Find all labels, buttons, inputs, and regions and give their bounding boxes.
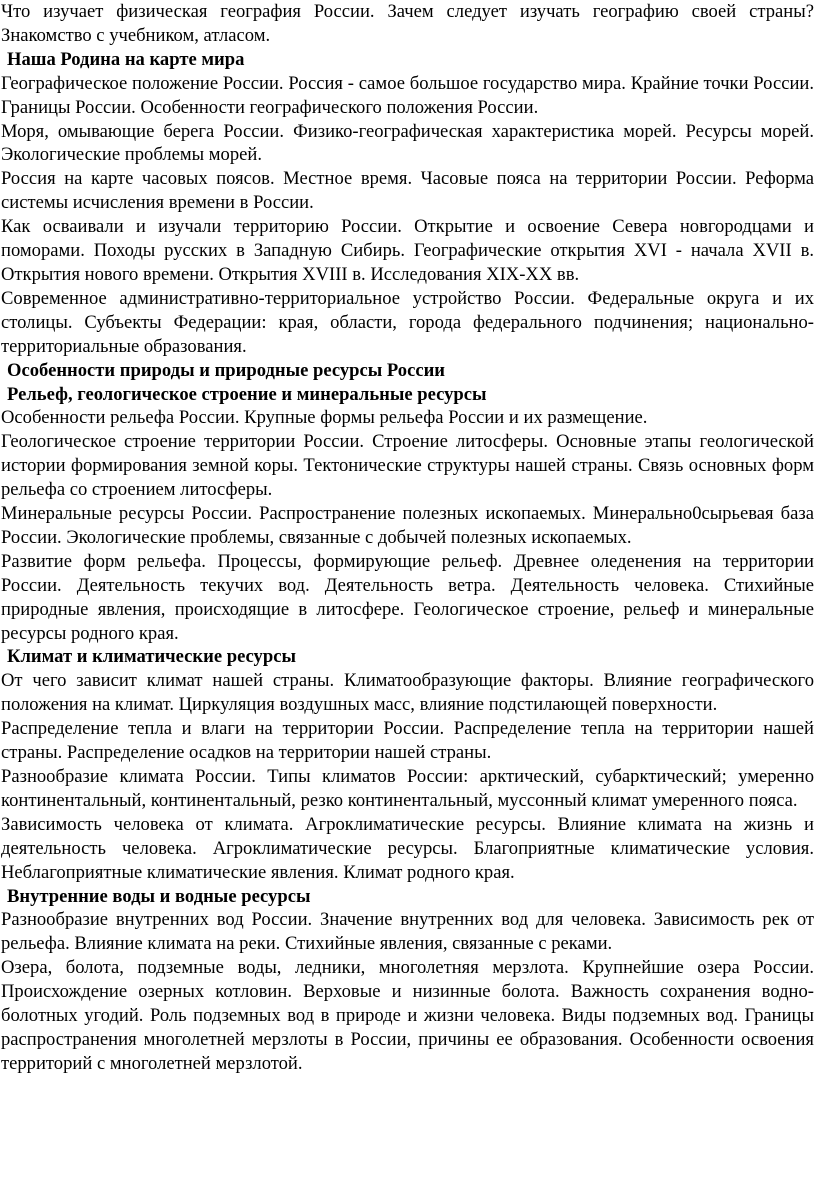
paragraph-geologic-structure: Геологическое строение территории России. Строение литосферы. Основные этапы геологической истории формирования земной коры. Тектонические структуры нашей страны. Связь основных форм рельефа со строением литосферы. [1,431,814,501]
paragraph-lakes-swamps: Озера, болота, подземные воды, ледники, многолетняя мерзлота. Крупнейшие озера России. Происхождение озерных котловин. Верховые и низинные болота. Важность сохранения водно-болотных угодий. Роль подземных вод в природе и жизни человека. Виды подземных вод. Границы распространения многолетней мерзлоты в России, причины ее образования. Особенности освоения территорий с многолетней мерзлотой. [1,957,814,1074]
paragraph-inland-waters-variety: Разнообразие внутренних вод России. Значение внутренних вод для человека. Зависимость рек от рельефа. Влияние климата на реки. Стихийные явления, связанные с реками. [1,909,814,955]
section-heading-relief: Рельеф, геологическое строение и минеральные ресурсы [7,383,487,405]
paragraph-seas: Моря, омывающие берега России. Физико-географическая характеристика морей. Ресурсы морей. Экологические проблемы морей. [1,120,814,166]
paragraph-heat-moisture: Распределение тепла и влаги на территории России. Распределение тепла на территории нашей страны. Распределение осадков на территории нашей страны. [1,718,814,764]
section-heading-inland-waters: Внутренние воды и водные ресурсы [7,885,311,907]
section-heading-homeland-on-map: Наша Родина на карте мира [7,48,245,70]
paragraph-climate-factors: От чего зависит климат нашей страны. Климатообразующие факторы. Влияние географического положения на климат. Циркуляция воздушных масс, влияние подстилающей поверхности. [1,670,814,716]
intro-paragraph: Что изучает физическая география России. Зачем следует изучать географию своей страны? Знакомство с учебником, атласом. [1,1,814,46]
paragraph-geographic-position: Географическое положение России. Россия - самое большое государство мира. Крайние точки России. Границы России. Особенности географического положения России. [1,72,814,118]
paragraph-time-zones: Россия на карте часовых поясов. Местное время. Часовые пояса на территории России. Реформа системы исчисления времени в России. [1,168,814,214]
paragraph-relief-features: Особенности рельефа России. Крупные формы рельефа России и их размещение. [1,407,648,429]
paragraph-mineral-resources: Минеральные ресурсы России. Распространение полезных ископаемых. Минерально0сырьевая база России. Экологические проблемы, связанные с добычей полезных ископаемых. [1,503,814,548]
paragraph-exploration: Как осваивали и изучали территорию России. Открытие и освоение Севера новгородцами и поморами. Походы русских в Западную Сибирь. Географические открытия XVI - начала XVII в. Открытия нового времени. Открытия XVIII в. Исследования XIX-XX вв. [1,216,814,285]
paragraph-climate-types: Разнообразие климата России. Типы климатов России: арктический, субарктический; умеренно континентальный, континентальный, резко континентальный, муссонный климат умеренного пояса. [1,766,814,811]
paragraph-human-climate: Зависимость человека от климата. Агроклиматические ресурсы. Влияние климата на жизнь и деятельность человека. Агроклиматические ресурсы. Благоприятные климатические условия. Неблагоприятные климатические явления. Климат родного края. [1,813,814,883]
paragraph-administrative-structure: Современное административно-территориальное устройство России. Федеральные округа и их столицы. Субъекты Федерации: края, области, города федерального подчинения; национально-территориальные образования. [1,287,814,357]
paragraph-relief-development: Развитие форм рельефа. Процессы, формирующие рельеф. Древнее оледенения на территории России. Деятельность текучих вод. Деятельность ветра. Деятельность человека. Стихийные природные явления, происходящие в литосфере. Геологическое строение, рельеф и минеральные ресурсы родного края. [1,550,814,644]
section-heading-climate: Климат и климатические ресурсы [7,646,296,668]
section-heading-nature-resources: Особенности природы и природные ресурсы России [7,359,446,381]
